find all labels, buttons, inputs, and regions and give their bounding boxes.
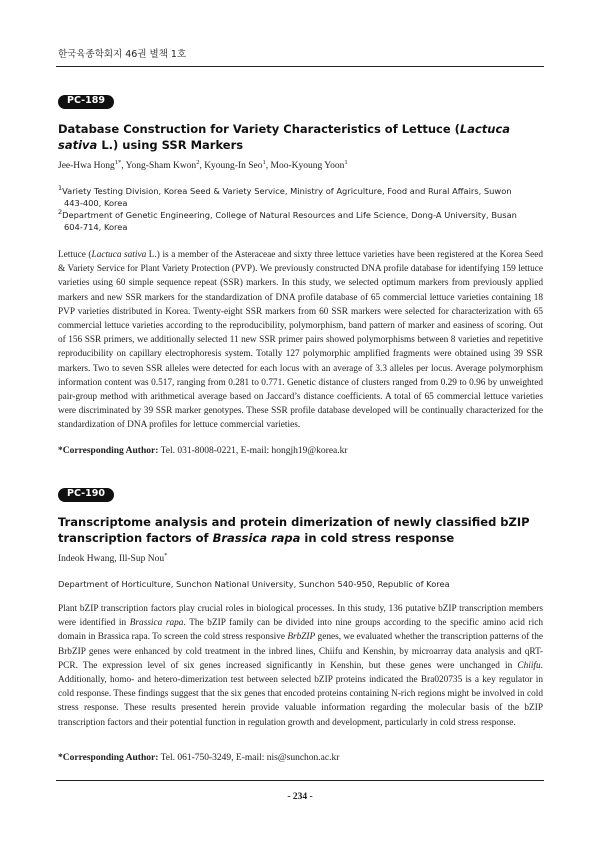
author-mark: 1	[262, 158, 266, 166]
corr-label: *Corresponding Author:	[58, 753, 159, 763]
abstract	[58, 602, 543, 730]
abstract-species: Lactuca sativa	[91, 250, 147, 260]
header-rule	[56, 66, 544, 67]
author: Indeok Hwang	[58, 554, 115, 564]
corr-contact: Tel. 061-750-3249, E-mail: nis@sunchon.ac.kr	[158, 753, 340, 763]
author: Yong-Sham Kwon	[125, 161, 197, 171]
affiliation-text: 604-714, Korea	[64, 222, 128, 232]
abstract-text: Plant bZIP transcription factors play crucial roles in biological processes. In this study, 136 putative bZIP transcription members were identified in	[58, 604, 543, 629]
author-mark: 2	[196, 158, 200, 166]
author: Kyoung-In Seo	[204, 161, 263, 171]
affiliation-mark: 1	[58, 184, 63, 193]
affiliation-list	[58, 185, 558, 233]
abstract-text: . Additionally, homo- and hetero-dimerization test between selected bZIP proteins indicated the Bra020735 is a key regulator in cold response. These findings suggest that the six genes that encoded proteins containing N-rich regions might be involved in cold stress response. These results presented herein provide valuable information regarding the molecular basis of the bZIP transcription factors and their potential function in regulation growth and development, particularly in cold stress response.	[58, 660, 543, 728]
abstract-text: genes, we evaluated whether the transcription patterns of the BrbZIP genes were enhanced by cold treatment in the inbred lines, Chiifu and Kenshin, by microarray data analysis and qRT-PCR. The expression level of six genes increased significantly in Kenshin, but these genes were unchanged in	[58, 632, 543, 671]
title-text: Transcriptome analysis and protein dimerization of newly classified bZIP transcription factors of	[58, 515, 530, 545]
corresponding-author	[58, 753, 548, 763]
affiliation-text: 443-400, Korea	[64, 198, 128, 208]
affiliation-list	[58, 578, 558, 590]
affiliation-text: Variety Testing Division, Korea Seed & Variety Service, Ministry of Agriculture, Food and Rural Affairs, Suwon	[62, 186, 512, 196]
author: Jee-Hwa Hong	[58, 161, 115, 171]
author-mark: *	[164, 551, 168, 559]
abstract-text: Lettuce (	[58, 250, 92, 260]
affiliation	[58, 578, 558, 590]
affiliation-text: Department of Horticulture, Sunchon National University, Sunchon 540-950, Republic of Korea	[58, 579, 450, 589]
title-text: L.) using SSR Markers	[97, 138, 244, 152]
author: Ill-Sup Nou	[118, 554, 165, 564]
author-list: Indeok Hwang, Ill-Sup Nou*	[58, 551, 168, 564]
title-species: Brassica rapa	[212, 531, 301, 545]
journal-header: 한국육종학회지 46권 별책 1호	[58, 49, 187, 60]
corr-contact: Tel. 031-8008-0221, E-mail: hongjh19@korea.kr	[158, 446, 348, 456]
abstract-line: Chiifu	[517, 660, 541, 671]
author: Moo-Kyoung Yoon	[270, 161, 345, 171]
abstract-species: Brassica rapa	[129, 618, 184, 629]
paper-title	[58, 514, 548, 546]
affiliation-mark: 2	[58, 208, 63, 217]
paper-title	[58, 121, 548, 153]
paper-id-badge: PC-190	[58, 488, 114, 502]
abstract	[58, 248, 543, 433]
title-text: Database Construction for Variety Characteristics of Lettuce (	[58, 122, 460, 136]
abstract-text: L.) is a member of the Asteraceae and sixty three lettuce varieties have been registered at the Korea Seed & Variety Service for Plant Variety Protection (PVP). We previously constructed DNA profile database for identifying 159 lettuce varieties using 60 simple sequence repeat (SSR) markers. In this study, we selected optimum markers from previously applied markers and new SSR markers for the standardization of DNA profile database of 65 commercial lettuce varieties containing 18 PVP varieties distributed in Korea. Twenty-eight SSR markers from 60 SSR markers were selected for characterization with 65 commercial lettuce varieties according to the reproducibility, polymorphism, band pattern of marker and easiness of scoring. Out of 156 SSR primers, we additionally selected 11 new SSR primer pairs showed polymorphisms between 8 varieties and repetitive reproducibility on capillary electrophoresis system. Totally 127 polymorphic amplified fragments were obtained using 39 SSR markers. Two to seven SSR alleles were detected for each locus with an average of 3.3 alleles per locus. Average polymorphism information content was 0.517, ranging from 0.281 to 0.771. Genetic distance of clusters ranged from 0.29 to 0.96 by unweighted pair-group method with arithmetical average based on Jaccard’s distance coefficients. A total of 65 commercial lettuce varieties were discriminated by 39 SSR marker genotypes. These SSR profile database developed will be continually characterized for the standardization of DNA profiles for lettuce commercial varieties.	[58, 250, 544, 431]
author-mark: 1*	[114, 158, 122, 166]
affiliation	[58, 209, 558, 233]
page-number: - 234 -	[287, 792, 313, 802]
affiliation-text: Department of Genetic Engineering, College of Natural Resources and Life Science, Dong-A University, Busan	[62, 210, 517, 220]
title-text: in cold stress response	[300, 531, 455, 545]
corr-label: *Corresponding Author:	[58, 446, 159, 456]
author-list: Jee-Hwa Hong$^{1*}$, Yong-Sham Kwon$^2$, Kyoung-In Seo$^1$, Moo-Kyoung Yoon$^1$	[58, 158, 348, 171]
abstract-text: . The bZIP family can be divided into nine groups according to the specific amino acid rich domain in Brassica rapa. To screen the cold stress responsive	[58, 618, 543, 643]
affiliation	[58, 185, 558, 209]
author-mark: 1	[344, 158, 348, 166]
corresponding-author	[58, 446, 548, 456]
footer-rule	[56, 780, 544, 781]
paper-id-badge: PC-189	[58, 95, 114, 109]
abstract-gene: BrbZIP	[287, 632, 316, 643]
title-species: Lactuca sativa	[58, 122, 511, 152]
